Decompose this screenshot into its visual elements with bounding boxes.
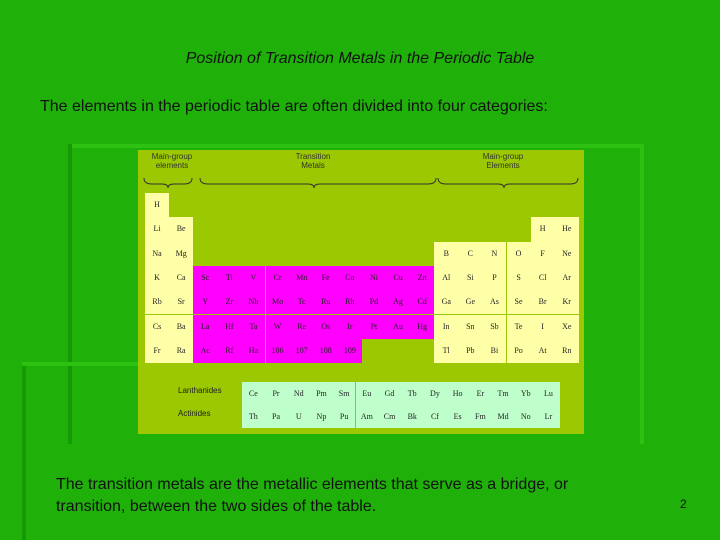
element-cell: Al (434, 266, 458, 290)
element-cell: Zr (217, 290, 241, 314)
element-cell: Ag (386, 290, 410, 314)
element-cell: Pt (362, 315, 386, 339)
element-cell: 109 (338, 339, 362, 363)
element-cell: H (145, 193, 169, 217)
header-line: Main-group (482, 152, 524, 161)
element-cell: Es (446, 405, 469, 428)
background-band (68, 144, 642, 148)
element-cell: C (458, 242, 482, 266)
element-cell: Sr (169, 290, 193, 314)
element-cell: Yb (514, 382, 537, 405)
element-cell: Fm (469, 405, 492, 428)
element-cell: Pa (265, 405, 288, 428)
element-cell: Xe (555, 315, 579, 339)
element-cell: Ta (241, 315, 265, 339)
element-cell: He (555, 217, 579, 241)
element-cell: Os (314, 315, 338, 339)
element-cell: Ca (169, 266, 193, 290)
element-cell: Nb (241, 290, 265, 314)
element-cell: In (434, 315, 458, 339)
element-cell: Cu (386, 266, 410, 290)
element-cell: Dy (424, 382, 447, 405)
header-line: Main-group (151, 152, 193, 161)
element-cell: Ar (555, 266, 579, 290)
element-cell: Cr (266, 266, 290, 290)
element-cell: B (434, 242, 458, 266)
element-cell: Ir (338, 315, 362, 339)
element-cell: S (507, 266, 531, 290)
element-cell: Pd (362, 290, 386, 314)
element-cell: Cm (378, 405, 401, 428)
element-cell: Rb (145, 290, 169, 314)
element-cell: K (145, 266, 169, 290)
element-cell: Cl (531, 266, 555, 290)
element-cell: La (193, 315, 217, 339)
element-cell: Y (193, 290, 217, 314)
header-transition-metals (278, 152, 348, 170)
element-cell: 108 (314, 339, 338, 363)
element-cell: Nd (287, 382, 310, 405)
element-cell: I (531, 315, 555, 339)
element-cell: Po (507, 339, 531, 363)
element-cell: Ru (314, 290, 338, 314)
element-cell: Sc (193, 266, 217, 290)
element-cell: Se (507, 290, 531, 314)
element-cell: Li (145, 217, 169, 241)
element-cell: 107 (290, 339, 314, 363)
element-cell: Re (290, 315, 314, 339)
element-cell: Pb (458, 339, 482, 363)
element-cell: Te (507, 315, 531, 339)
element-cell: Cs (145, 315, 169, 339)
element-cell: Hf (217, 315, 241, 339)
element-cell: Bk (401, 405, 424, 428)
element-cell: Fr (145, 339, 169, 363)
header-line: Elements (486, 161, 520, 170)
element-cell: Gd (378, 382, 401, 405)
element-cell: Zn (410, 266, 434, 290)
intro-text: The elements in the periodic table are often divided into four categories: (40, 98, 548, 115)
header-line: Transition (295, 152, 331, 161)
element-cell: Ac (193, 339, 217, 363)
element-cell: Mg (169, 242, 193, 266)
element-cell: Ge (458, 290, 482, 314)
element-cell: Hg (410, 315, 434, 339)
element-cell: H (531, 217, 555, 241)
lanthanides-label: Lanthanides (178, 386, 222, 395)
element-cell: Ce (242, 382, 265, 405)
element-cell: Ho (446, 382, 469, 405)
element-cell: Tc (290, 290, 314, 314)
element-cell: W (266, 315, 290, 339)
element-cell: Ra (169, 339, 193, 363)
element-cell: Th (242, 405, 265, 428)
element-cell: Np (310, 405, 333, 428)
element-cell: Ni (362, 266, 386, 290)
element-cell: Rn (555, 339, 579, 363)
element-cell: Pu (333, 405, 356, 428)
actinides-label: Actinides (178, 409, 211, 418)
background-band (68, 144, 72, 444)
element-cell: Cd (410, 290, 434, 314)
element-cell: Ha (241, 339, 265, 363)
element-cell: N (482, 242, 506, 266)
element-cell: Mn (290, 266, 314, 290)
background-band (22, 362, 142, 366)
element-cell: O (507, 242, 531, 266)
background-band (22, 362, 26, 540)
element-cell: Tb (401, 382, 424, 405)
element-cell: P (482, 266, 506, 290)
element-cell: Rh (338, 290, 362, 314)
element-cell: Er (469, 382, 492, 405)
element-cell: Au (386, 315, 410, 339)
element-cell: F (531, 242, 555, 266)
element-cell: Lu (537, 382, 560, 405)
element-cell: Lr (537, 405, 560, 428)
element-cell: Pm (310, 382, 333, 405)
element-cell: Na (145, 242, 169, 266)
element-cell: At (531, 339, 555, 363)
element-cell: Rf (217, 339, 241, 363)
element-cell: Ne (555, 242, 579, 266)
element-cell: Ga (434, 290, 458, 314)
element-cell: Sb (482, 315, 506, 339)
header-main-group-left (142, 152, 202, 170)
element-cell: Pr (265, 382, 288, 405)
page-number: 2 (680, 497, 687, 511)
element-cell: V (241, 266, 265, 290)
slide-title: Position of Transition Metals in the Periodic Table (185, 50, 535, 67)
element-cell: U (287, 405, 310, 428)
header-line: elements (155, 161, 189, 170)
element-cell: Si (458, 266, 482, 290)
element-cell: Fe (314, 266, 338, 290)
caption-text: The transition metals are the metallic elements that serve as a bridge, or transition, between the two sides of the table. (56, 476, 569, 515)
element-cell: Br (531, 290, 555, 314)
background-band (640, 144, 644, 444)
element-cell: Ti (217, 266, 241, 290)
element-cell: Bi (482, 339, 506, 363)
element-cell: Eu (356, 382, 379, 405)
element-cell: Sn (458, 315, 482, 339)
element-cell: Am (356, 405, 379, 428)
element-cell: Cf (424, 405, 447, 428)
header-main-group-right (468, 152, 538, 170)
element-cell: Be (169, 217, 193, 241)
element-cell: Md (492, 405, 515, 428)
element-cell: Sm (333, 382, 356, 405)
element-cell: Mo (266, 290, 290, 314)
element-cell: As (482, 290, 506, 314)
element-cell: Tm (492, 382, 515, 405)
header-line: Metals (301, 161, 325, 170)
periodic-table-figure (138, 150, 584, 434)
element-cell: Kr (555, 290, 579, 314)
element-cell: Co (338, 266, 362, 290)
element-cell: 106 (266, 339, 290, 363)
element-cell: Ba (169, 315, 193, 339)
element-cell: No (514, 405, 537, 428)
element-cell: Tl (434, 339, 458, 363)
